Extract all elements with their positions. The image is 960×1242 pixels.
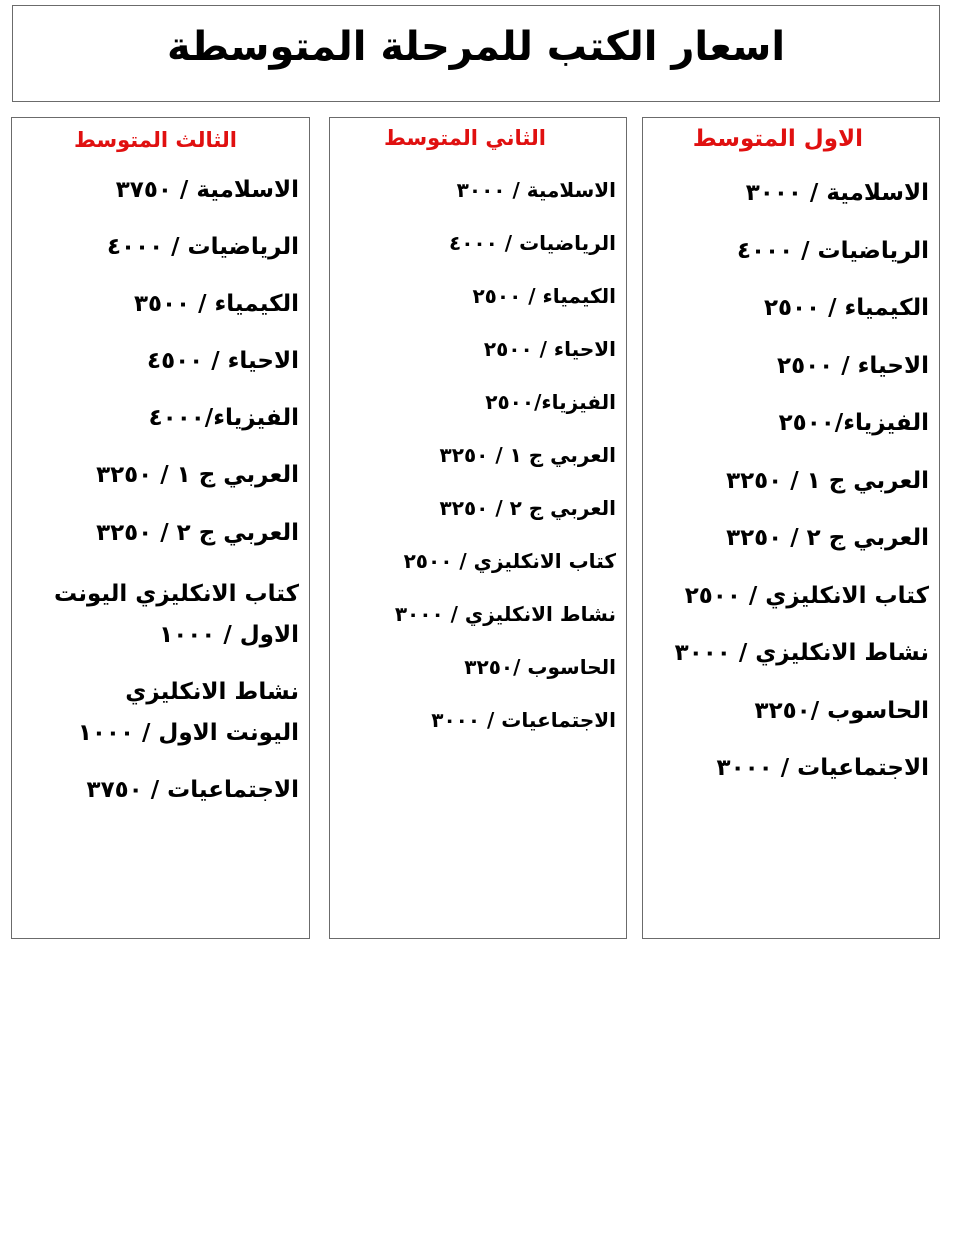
price-item: الاحياء / ٢٥٠٠ — [777, 353, 929, 379]
price-item: الحاسوب /٣٢٥٠ — [754, 698, 929, 724]
price-item: نشاط الانكليزي / ٣٠٠٠ — [394, 602, 616, 626]
price-item: الاحياء / ٤٥٠٠ — [147, 348, 299, 374]
price-item: نشاط الانكليزي / ٣٠٠٠ — [674, 640, 929, 666]
price-item: الكيمياء / ٢٥٠٠ — [763, 295, 929, 321]
title-box — [12, 5, 940, 102]
price-item: كتاب الانكليزي / ٢٥٠٠ — [684, 583, 929, 609]
price-item: العربي ج ٢ / ٣٢٥٠ — [726, 525, 929, 551]
price-item: الكيمياء / ٢٥٠٠ — [472, 284, 616, 308]
price-item: الاجتماعيات / ٣٧٥٠ — [86, 777, 299, 803]
price-item: الاسلامية / ٣٠٠٠ — [745, 180, 929, 206]
price-item: العربي ج ١ / ٣٢٥٠ — [726, 468, 929, 494]
price-item: الرياضيات / ٤٠٠٠ — [736, 238, 929, 264]
column-first-intermediate — [642, 117, 940, 939]
price-item: الكيمياء / ٣٥٠٠ — [133, 291, 299, 317]
price-item: الاسلامية / ٣٠٠٠ — [456, 178, 616, 202]
price-item: العربي ج ٢ / ٣٢٥٠ — [96, 520, 299, 546]
price-item: كتاب الانكليزي / ٢٥٠٠ — [403, 549, 616, 573]
price-item: الاسلامية / ٣٧٥٠ — [115, 177, 299, 203]
price-item: الرياضيات / ٤٠٠٠ — [106, 234, 299, 260]
column-header-second: الثاني المتوسط — [383, 126, 546, 150]
price-item: الفيزياء/٢٥٠٠ — [485, 390, 616, 414]
price-item: العربي ج ٢ / ٣٢٥٠ — [439, 496, 616, 520]
column-third-intermediate — [11, 117, 310, 939]
price-item: الحاسوب /٣٢٥٠ — [464, 655, 616, 679]
price-item: العربي ج ١ / ٣٢٥٠ — [439, 443, 616, 467]
price-item: كتاب الانكليزي اليونت الاول / ١٠٠٠ — [53, 581, 299, 648]
column-second-intermediate — [329, 117, 627, 939]
price-item: الاجتماعيات / ٣٠٠٠ — [431, 708, 616, 732]
column-header-third: الثالث المتوسط — [73, 128, 237, 152]
page-title: اسعار الكتب للمرحلة المتوسطة — [166, 23, 786, 70]
price-item: نشاط الانكليزي اليونت الاول / ١٠٠٠ — [77, 679, 299, 746]
price-item: العربي ج ١ / ٣٢٥٠ — [96, 462, 299, 488]
price-item: الاجتماعيات / ٣٠٠٠ — [716, 755, 929, 781]
price-item: الرياضيات / ٤٠٠٠ — [449, 231, 616, 255]
price-item: الاحياء / ٢٥٠٠ — [483, 337, 616, 361]
column-header-first: الاول المتوسط — [692, 126, 863, 152]
price-item: الفيزياء/٢٥٠٠ — [778, 410, 929, 436]
price-item: الفيزياء/٤٠٠٠ — [148, 405, 299, 431]
